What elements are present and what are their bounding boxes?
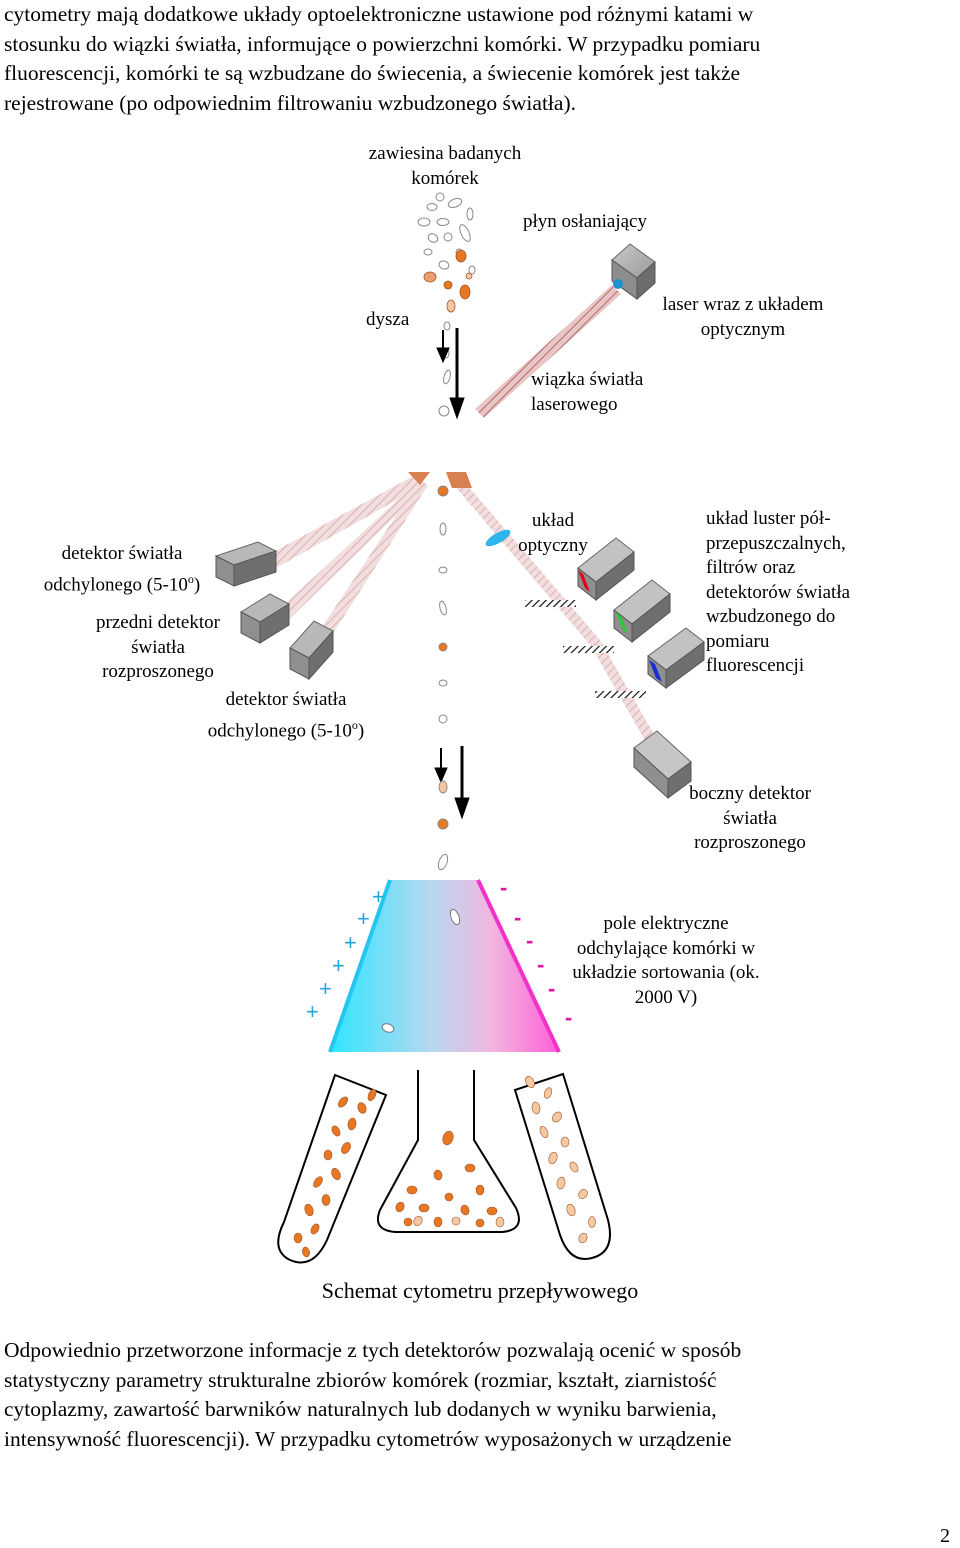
label-line: przepuszczalnych, — [706, 532, 846, 554]
paragraph-bottom — [4, 1336, 944, 1454]
label-line: płyn osłaniający — [523, 211, 647, 232]
cell-stream-lower — [437, 781, 450, 871]
label-electric-field — [551, 912, 781, 1010]
label-line: rozproszonego — [694, 832, 806, 853]
label-deflected-detector-left — [26, 542, 218, 597]
plus-sign: + — [344, 930, 357, 955]
label-line: układ — [531, 510, 575, 531]
flow-arrows-lower — [435, 746, 469, 818]
deflected-detector-right — [290, 621, 333, 679]
text-line: stosunku do wiązki światła, informujące o powierzchni komórki. W przypadku pomiaru — [4, 31, 761, 56]
label-line: detektor światła — [225, 689, 347, 710]
page-number: 2 — [940, 1525, 950, 1547]
label-forward-detector — [78, 611, 238, 685]
degree-sup: o — [187, 571, 194, 586]
label-line: komórek — [411, 167, 479, 189]
fluorescence-detector-blue — [648, 628, 704, 688]
degree-sup: o — [351, 717, 358, 732]
label-line: detektorów światła — [706, 581, 851, 603]
label-side-detector — [670, 782, 830, 856]
minus-sign: - — [565, 1005, 573, 1030]
label-deflected-detector-right — [190, 688, 382, 743]
forward-detector — [241, 594, 289, 643]
label-line — [190, 713, 382, 744]
laser-device — [612, 244, 655, 299]
text-line: statystyczny parametry strukturalne zbiorów komórek (rozmiar, kształt, ziarnistość — [4, 1367, 717, 1392]
label-line: optycznym — [700, 318, 786, 340]
label-line: wzbudzonego do — [706, 606, 836, 627]
label-line: układ luster pół- — [706, 508, 831, 529]
label-line: 2000 V) — [634, 986, 698, 1008]
label-line: wiązka światła — [531, 369, 644, 390]
collection-tube-left — [278, 1075, 386, 1263]
label-line: światła — [723, 807, 777, 829]
cell-stream-middle — [438, 486, 448, 723]
deflected-detector-left — [216, 542, 276, 586]
label-cell-suspension — [345, 142, 545, 191]
label-optical-system — [508, 509, 598, 558]
minus-sign: - — [526, 928, 534, 953]
label-line: pole elektryczne — [603, 913, 729, 934]
label-mirrors-filters — [706, 507, 850, 679]
label-line — [26, 567, 218, 598]
label-line: dysza — [366, 309, 410, 330]
mirror-2 — [563, 646, 614, 653]
beam-source-right — [446, 472, 472, 488]
plus-sign: + — [332, 953, 345, 978]
label-text: ) — [193, 573, 201, 595]
collection-tube-right — [515, 1074, 610, 1259]
stained-cells — [424, 250, 472, 312]
label-line: detektor światła — [61, 543, 183, 564]
label-line: laser wraz z układem — [662, 294, 824, 315]
label-line: filtrów oraz — [706, 557, 796, 578]
label-line: światła — [131, 636, 185, 658]
mirror-3 — [595, 691, 646, 698]
label-text: odchylonego (5-10 — [207, 719, 352, 741]
plus-sign: + — [306, 999, 319, 1024]
label-line: optyczny — [518, 534, 588, 556]
label-sheath-fluid — [523, 210, 647, 235]
plus-sign: + — [372, 884, 385, 909]
text-line: Odpowiednio przetworzone informacje z tych detektorów pozwalają ocenić w sposób — [4, 1338, 742, 1362]
text-line: intensywność fluorescencji). W przypadku cytometrów wyposażonych w urządzenie — [4, 1426, 732, 1451]
text-line: fluorescencji, komórki te są wzbudzane do świecenia, a świecenie komórek jest także — [4, 61, 741, 85]
plus-sign: + — [357, 906, 370, 931]
label-nozzle — [366, 308, 409, 333]
minus-sign: - — [514, 905, 522, 930]
label-line: układzie sortowania (ok. — [572, 962, 760, 983]
minus-sign: - — [548, 976, 556, 1001]
label-line: laserowego — [531, 393, 618, 415]
mirror-1 — [525, 600, 576, 607]
figure-caption: Schemat cytometru przepływowego — [321, 1278, 639, 1303]
label-line: boczny detektor — [689, 783, 811, 804]
label-line: odchylające komórki w — [576, 937, 756, 959]
label-line: pomiaru — [706, 630, 770, 652]
minus-sign: - — [500, 875, 508, 900]
label-laser — [645, 293, 841, 342]
label-line: fluorescencji — [706, 655, 805, 676]
minus-sign: - — [537, 952, 545, 977]
label-laser-beam — [531, 368, 643, 417]
plus-sign: + — [319, 976, 332, 1001]
collection-flask-center — [378, 1070, 519, 1232]
label-line: zawiesina badanych — [368, 143, 522, 164]
label-line: rozproszonego — [102, 661, 214, 682]
label-text: ) — [357, 719, 365, 741]
text-line: cytoplazmy, zawartość barwników naturalnych lub dodanych w wyniku barwienia, — [4, 1397, 717, 1421]
cell-suspension — [418, 193, 475, 274]
text-line: cytometry mają dodatkowe układy optoelektroniczne ustawione pod różnymi katami w — [4, 2, 754, 26]
fluorescence-detector-green — [614, 580, 670, 642]
cell-stream-upper — [439, 322, 452, 416]
label-line: przedni detektor — [96, 612, 220, 633]
label-text: odchylonego (5-10 — [43, 573, 188, 595]
text-line: rejestrowane (po odpowiednim filtrowaniu wzbudzonego światła). — [4, 90, 576, 115]
